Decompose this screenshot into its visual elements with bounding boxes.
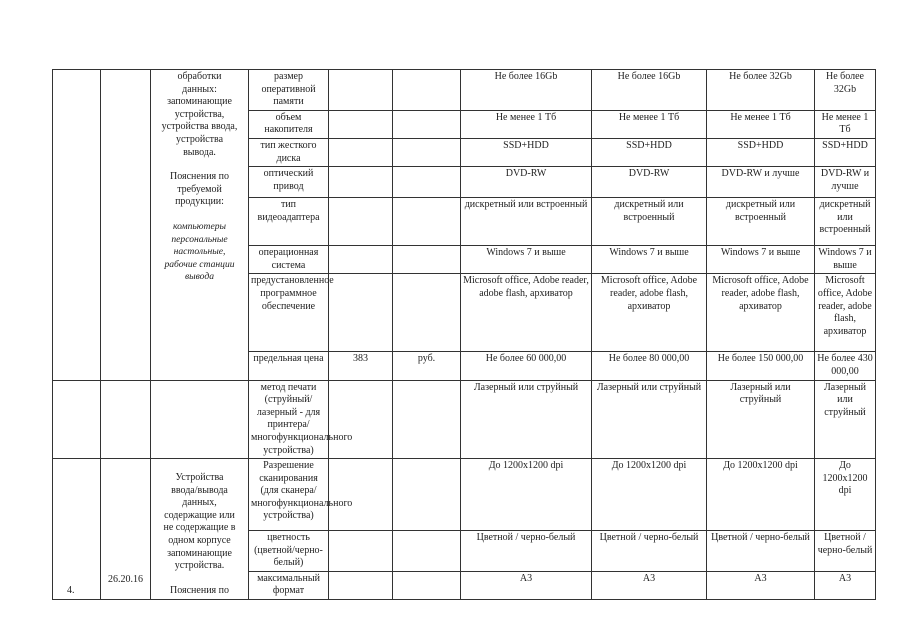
- category-line: вывода.: [183, 146, 216, 158]
- value-cell: SSD+HDD: [707, 138, 815, 166]
- okei-code-cell: [329, 167, 393, 198]
- value-cell: Не более 16Gb: [461, 70, 592, 111]
- table-body: [53, 70, 876, 600]
- value-cell: Не более 150 000,00: [707, 352, 815, 380]
- value-cell: DVD-RW и лучше: [707, 167, 815, 198]
- value-cell: Цветной / черно-белый: [592, 531, 707, 572]
- value-cell: Не менее 1 Тб: [592, 110, 707, 138]
- value-cell: До 1200х1200 dpi: [592, 459, 707, 531]
- note-item-line: компьютеры: [172, 220, 227, 232]
- value-cell: DVD-RW и лучше: [815, 167, 876, 198]
- characteristic-name-cell: предельная цена: [249, 352, 329, 380]
- unit-cell: [393, 110, 461, 138]
- spacer: [153, 159, 246, 171]
- value-cell: Не менее 1 Тб: [815, 110, 876, 138]
- characteristic-name-cell: Разрешение сканирования (для сканера/ многофункционального устройства): [249, 459, 329, 531]
- value-cell: Лазерный или струйный: [461, 380, 592, 459]
- note-item-line: настольные,: [173, 246, 226, 258]
- okei-code-cell: [329, 246, 393, 274]
- spacer: [153, 209, 246, 221]
- category-line: устройства: [175, 133, 224, 145]
- value-cell: дискретный или встроенный: [815, 198, 876, 246]
- category-line: содержащие или: [164, 509, 235, 521]
- okei-code-cell: [329, 459, 393, 531]
- value-cell: Не более 80 000,00: [592, 352, 707, 380]
- note-title-line: Пояснения по: [169, 584, 229, 596]
- value-cell: Microsoft office, Adobe reader, adobe flash, архиватор: [815, 274, 876, 352]
- category-cell: [151, 70, 249, 381]
- characteristic-name-cell: максимальный формат: [249, 571, 329, 599]
- okei-code-cell: [329, 138, 393, 166]
- category-line: Устройства: [175, 472, 224, 484]
- value-cell: SSD+HDD: [461, 138, 592, 166]
- value-cell: А3: [815, 571, 876, 599]
- unit-cell: [393, 274, 461, 352]
- category-line: устройства,: [174, 108, 225, 120]
- unit-cell: [393, 246, 461, 274]
- unit-cell: [393, 459, 461, 531]
- value-cell: Не более 16Gb: [592, 70, 707, 111]
- okpd-code-cell: [101, 70, 151, 381]
- table-row: [53, 70, 876, 111]
- value-cell: Цветной / черно-белый: [707, 531, 815, 572]
- okei-code-cell: 383: [329, 352, 393, 380]
- value-cell: Microsoft office, Adobe reader, adobe flash, архиватор: [592, 274, 707, 352]
- row-number-cell: 4.: [53, 459, 101, 600]
- value-cell: DVD-RW: [592, 167, 707, 198]
- note-title-line: продукции:: [175, 196, 224, 208]
- value-cell: А3: [592, 571, 707, 599]
- value-cell: Лазерный или струйный: [707, 380, 815, 459]
- note-title-line: Пояснения по: [169, 171, 229, 183]
- value-cell: Не менее 1 Тб: [707, 110, 815, 138]
- category-line: устройства ввода,: [161, 121, 238, 133]
- category-line: данных,: [182, 497, 217, 509]
- okei-code-cell: [329, 274, 393, 352]
- characteristic-name-cell: предустановленное программное обеспечение: [249, 274, 329, 352]
- value-cell: дискретный или встроенный: [592, 198, 707, 246]
- value-cell: Windows 7 и выше: [592, 246, 707, 274]
- row-number-cell: [53, 380, 101, 459]
- value-cell: Не более 32Gb: [707, 70, 815, 111]
- value-cell: Не менее 1 Тб: [461, 110, 592, 138]
- value-cell: Лазерный или струйный: [815, 380, 876, 459]
- value-cell: Цветной / черно-белый: [815, 531, 876, 572]
- category-line: обработки: [177, 71, 222, 82]
- note-item-line: рабочие станции: [164, 258, 235, 270]
- characteristic-name-cell: цветность (цветной/черно-белый): [249, 531, 329, 572]
- note-item-line: персональные: [171, 233, 228, 245]
- value-cell: SSD+HDD: [592, 138, 707, 166]
- spacer: [153, 573, 246, 585]
- characteristic-name-cell: тип жесткого диска: [249, 138, 329, 166]
- value-cell: дискретный или встроенный: [461, 198, 592, 246]
- value-cell: SSD+HDD: [815, 138, 876, 166]
- value-cell: Не более 430 000,00: [815, 352, 876, 380]
- characteristic-name-cell: тип видеоадаптера: [249, 198, 329, 246]
- okei-code-cell: [329, 571, 393, 599]
- value-cell: До 1200х1200 dpi: [815, 459, 876, 531]
- note-item-line: вывода: [184, 271, 215, 283]
- unit-cell: [393, 167, 461, 198]
- okei-code-cell: [329, 198, 393, 246]
- unit-cell: [393, 380, 461, 459]
- category-line: ввода/вывода: [171, 484, 228, 496]
- category-line: не содержащие в: [163, 522, 236, 534]
- value-cell: Лазерный или струйный: [592, 380, 707, 459]
- category-cell: [151, 459, 249, 600]
- value-cell: Не более 60 000,00: [461, 352, 592, 380]
- okei-code-cell: [329, 531, 393, 572]
- characteristic-name-cell: операционная система: [249, 246, 329, 274]
- okei-code-cell: [329, 70, 393, 111]
- note-title-line: требуемой: [177, 183, 222, 195]
- characteristic-name-cell: метод печати (струйный/лазерный - для принтера/ многофункционального устройства): [249, 380, 329, 459]
- characteristic-name-cell: размер оперативной памяти: [249, 70, 329, 111]
- value-cell: Windows 7 и выше: [461, 246, 592, 274]
- okpd-code-cell: [101, 380, 151, 459]
- category-line: устройства.: [174, 560, 225, 572]
- okei-code-cell: [329, 110, 393, 138]
- value-cell: А3: [461, 571, 592, 599]
- characteristic-name-cell: оптический привод: [249, 167, 329, 198]
- value-cell: дискретный или встроенный: [707, 198, 815, 246]
- unit-cell: [393, 138, 461, 166]
- specification-table: [52, 69, 876, 600]
- spacer: [153, 460, 246, 472]
- value-cell: До 1200х1200 dpi: [461, 459, 592, 531]
- unit-cell: [393, 531, 461, 572]
- category-line: данных:: [182, 83, 217, 95]
- unit-cell: [393, 571, 461, 599]
- category-line: одном корпусе: [168, 535, 231, 547]
- value-cell: Не более 32Gb: [815, 70, 876, 111]
- table-row: [53, 380, 876, 459]
- row-number-cell: [53, 70, 101, 381]
- category-cell: [151, 380, 249, 459]
- value-cell: Цветной / черно-белый: [461, 531, 592, 572]
- value-cell: Windows 7 и выше: [815, 246, 876, 274]
- unit-cell: [393, 70, 461, 111]
- unit-cell: руб.: [393, 352, 461, 380]
- table-row: [53, 459, 876, 531]
- unit-cell: [393, 198, 461, 246]
- okpd-code-cell: 26.20.16: [101, 459, 151, 600]
- value-cell: DVD-RW: [461, 167, 592, 198]
- value-cell: Microsoft office, Adobe reader, adobe flash, архиватор: [461, 274, 592, 352]
- value-cell: До 1200х1200 dpi: [707, 459, 815, 531]
- characteristic-name-cell: объем накопителя: [249, 110, 329, 138]
- value-cell: Windows 7 и выше: [707, 246, 815, 274]
- category-line: запоминающие: [167, 547, 232, 559]
- value-cell: Microsoft office, Adobe reader, adobe flash, архиватор: [707, 274, 815, 352]
- value-cell: А3: [707, 571, 815, 599]
- category-line: запоминающие: [167, 96, 232, 108]
- okei-code-cell: [329, 380, 393, 459]
